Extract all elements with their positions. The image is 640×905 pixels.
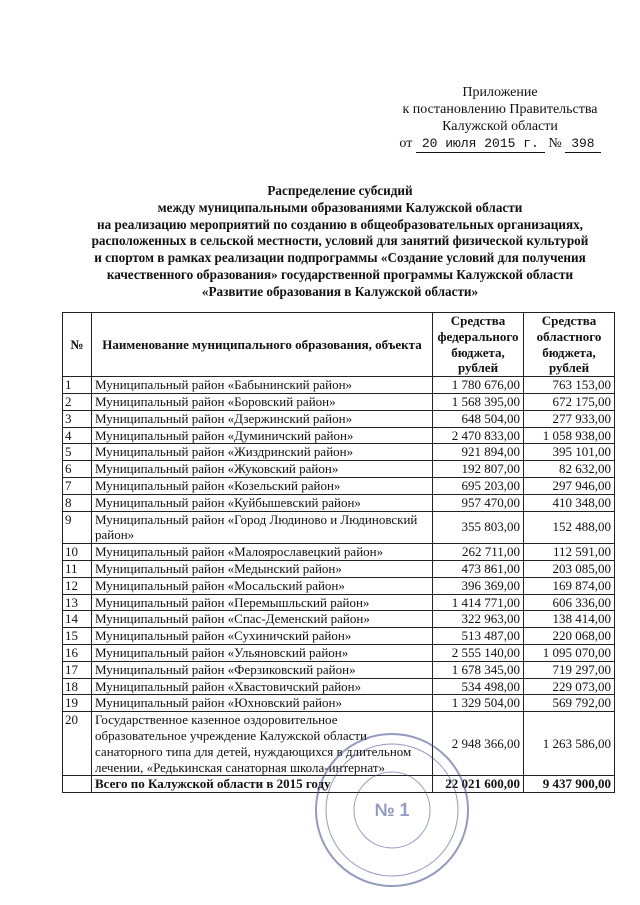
row-federal: 1 780 676,00: [433, 377, 524, 394]
table-row: [63, 461, 615, 478]
table-row: [63, 427, 615, 444]
row-num: 11: [63, 560, 92, 577]
table-row: [63, 544, 615, 561]
row-regional: 410 348,00: [524, 494, 615, 511]
row-federal: 957 470,00: [433, 494, 524, 511]
title-line: «Развитие образования в Калужской области»: [201, 283, 479, 299]
row-name: Муниципальный район «Юхновский район»: [92, 695, 433, 712]
row-num: 19: [63, 695, 92, 712]
annex-block: [380, 84, 620, 153]
table-row: [63, 628, 615, 645]
annex-number: 398: [565, 135, 600, 153]
row-regional: 672 175,00: [524, 393, 615, 410]
total-num-cell: [63, 776, 92, 793]
row-federal: 513 487,00: [433, 628, 524, 645]
table-row: [63, 377, 615, 394]
row-num: 5: [63, 444, 92, 461]
row-regional: 1 263 586,00: [524, 712, 615, 776]
row-federal: 262 711,00: [433, 544, 524, 561]
table-row: [63, 611, 615, 628]
row-federal: 2 555 140,00: [433, 644, 524, 661]
table-row: [63, 410, 615, 427]
header-federal: Средства федерального бюджета, рублей: [433, 313, 524, 377]
total-label: Всего по Калужской области в 2015 году: [92, 776, 433, 793]
row-name: Муниципальный район «Ферзиковский район»: [92, 661, 433, 678]
table-header-row: [63, 313, 615, 377]
row-num: 8: [63, 494, 92, 511]
table-row: [63, 560, 615, 577]
table-row: [63, 678, 615, 695]
row-name: Муниципальный район «Козельский район»: [92, 477, 433, 494]
header-regional: Средства областного бюджета, рублей: [524, 313, 615, 377]
annex-line1: Приложение: [462, 85, 538, 100]
table-row: [63, 444, 615, 461]
row-name: Муниципальный район «Боровский район»: [92, 393, 433, 410]
row-num: 12: [63, 577, 92, 594]
row-num: 4: [63, 427, 92, 444]
table-row: [63, 644, 615, 661]
title-line: между муниципальными образованиями Калужской области: [157, 199, 523, 215]
row-regional: 152 488,00: [524, 511, 615, 544]
table-row: [63, 511, 615, 544]
title-line: расположенных в сельской местности, условий для занятий физической культурой: [91, 233, 589, 249]
table-body: [63, 377, 615, 776]
row-name: Муниципальный район «Думиничский район»: [92, 427, 433, 444]
row-regional: 203 085,00: [524, 560, 615, 577]
row-regional: 220 068,00: [524, 628, 615, 645]
row-regional: 112 591,00: [524, 544, 615, 561]
row-num: 10: [63, 544, 92, 561]
row-name: Муниципальный район «Ульяновский район»: [92, 644, 433, 661]
row-federal: 648 504,00: [433, 410, 524, 427]
row-num: 2: [63, 393, 92, 410]
row-federal: 695 203,00: [433, 477, 524, 494]
row-num: 15: [63, 628, 92, 645]
row-name: Муниципальный район «Дзержинский район»: [92, 410, 433, 427]
row-name: Государственное казенное оздоровительное образовательное учреждение Калужской области санаторного типа для детей, нуждающихся в длительном лечении, «Редькинская санаторная школа-интернат»: [92, 712, 433, 776]
row-federal: 192 807,00: [433, 461, 524, 478]
row-regional: 1 058 938,00: [524, 427, 615, 444]
annex-date: 20 июля 2015 г.: [416, 135, 545, 153]
row-federal: 534 498,00: [433, 678, 524, 695]
row-name: Муниципальный район «Город Людиново и Людиновский район»: [92, 511, 433, 544]
row-regional: 569 792,00: [524, 695, 615, 712]
annex-date-line: [380, 135, 620, 153]
row-federal: 1 414 771,00: [433, 594, 524, 611]
row-num: 16: [63, 644, 92, 661]
table-row: [63, 577, 615, 594]
row-federal: 355 803,00: [433, 511, 524, 544]
row-federal: 1 329 504,00: [433, 695, 524, 712]
row-regional: 763 153,00: [524, 377, 615, 394]
document-title: [70, 183, 610, 301]
table-row: [63, 594, 615, 611]
row-regional: 1 095 070,00: [524, 644, 615, 661]
table-row: [63, 477, 615, 494]
official-seal: [312, 730, 472, 890]
row-name: Муниципальный район «Куйбышевский район»: [92, 494, 433, 511]
row-name: Муниципальный район «Медынский район»: [92, 560, 433, 577]
row-regional: 719 297,00: [524, 661, 615, 678]
row-num: 18: [63, 678, 92, 695]
row-federal: 322 963,00: [433, 611, 524, 628]
row-regional: 82 632,00: [524, 461, 615, 478]
row-federal: 2 948 366,00: [433, 712, 524, 776]
row-name: Муниципальный район «Жиздринский район»: [92, 444, 433, 461]
table-row: [63, 695, 615, 712]
table-row: [63, 393, 615, 410]
title-line: и спортом в рамках реализации подпрограммы «Создание условий для получения: [94, 250, 586, 266]
row-name: Муниципальный район «Малоярославецкий район»: [92, 544, 433, 561]
row-num: 14: [63, 611, 92, 628]
total-federal: 22 021 600,00: [433, 776, 524, 793]
header-num: №: [63, 313, 92, 377]
row-num: 3: [63, 410, 92, 427]
row-name: Муниципальный район «Сухиничский район»: [92, 628, 433, 645]
header-name: Наименование муниципального образования, объекта: [92, 313, 433, 377]
row-name: Муниципальный район «Жуковский район»: [92, 461, 433, 478]
row-name: Муниципальный район «Спас-Деменский район»: [92, 611, 433, 628]
row-num: 6: [63, 461, 92, 478]
subsidy-table: [62, 312, 615, 793]
row-regional: 169 874,00: [524, 577, 615, 594]
table-row: [63, 661, 615, 678]
row-name: Муниципальный район «Хвастовичский район»: [92, 678, 433, 695]
row-name: Муниципальный район «Перемышльский район»: [92, 594, 433, 611]
seal-number: № 1: [374, 800, 410, 820]
row-federal: 2 470 833,00: [433, 427, 524, 444]
title-line: на реализацию мероприятий по созданию в общеобразовательных организациях,: [97, 216, 583, 232]
title-line: качественного образования» государственной программы Калужской области: [106, 266, 574, 282]
row-name: Муниципальный район «Мосальский район»: [92, 577, 433, 594]
row-federal: 1 568 395,00: [433, 393, 524, 410]
row-regional: 277 933,00: [524, 410, 615, 427]
row-regional: 138 414,00: [524, 611, 615, 628]
annex-line2: к постановлению Правительства: [402, 102, 598, 117]
row-num: 1: [63, 377, 92, 394]
annex-line3: Калужской области: [442, 119, 558, 134]
number-prefix: №: [548, 136, 562, 151]
row-num: 7: [63, 477, 92, 494]
row-federal: 1 678 345,00: [433, 661, 524, 678]
table-row: [63, 494, 615, 511]
row-federal: 473 861,00: [433, 560, 524, 577]
row-num: 13: [63, 594, 92, 611]
row-name: Муниципальный район «Бабынинский район»: [92, 377, 433, 394]
row-num: 17: [63, 661, 92, 678]
row-regional: 606 336,00: [524, 594, 615, 611]
row-regional: 395 101,00: [524, 444, 615, 461]
row-num: 9: [63, 511, 92, 544]
row-regional: 229 073,00: [524, 678, 615, 695]
row-num: 20: [63, 712, 92, 776]
row-federal: 921 894,00: [433, 444, 524, 461]
total-regional: 9 437 900,00: [524, 776, 615, 793]
date-prefix: от: [399, 136, 413, 151]
title-line: Распределение субсидий: [267, 183, 413, 198]
row-federal: 396 369,00: [433, 577, 524, 594]
row-regional: 297 946,00: [524, 477, 615, 494]
